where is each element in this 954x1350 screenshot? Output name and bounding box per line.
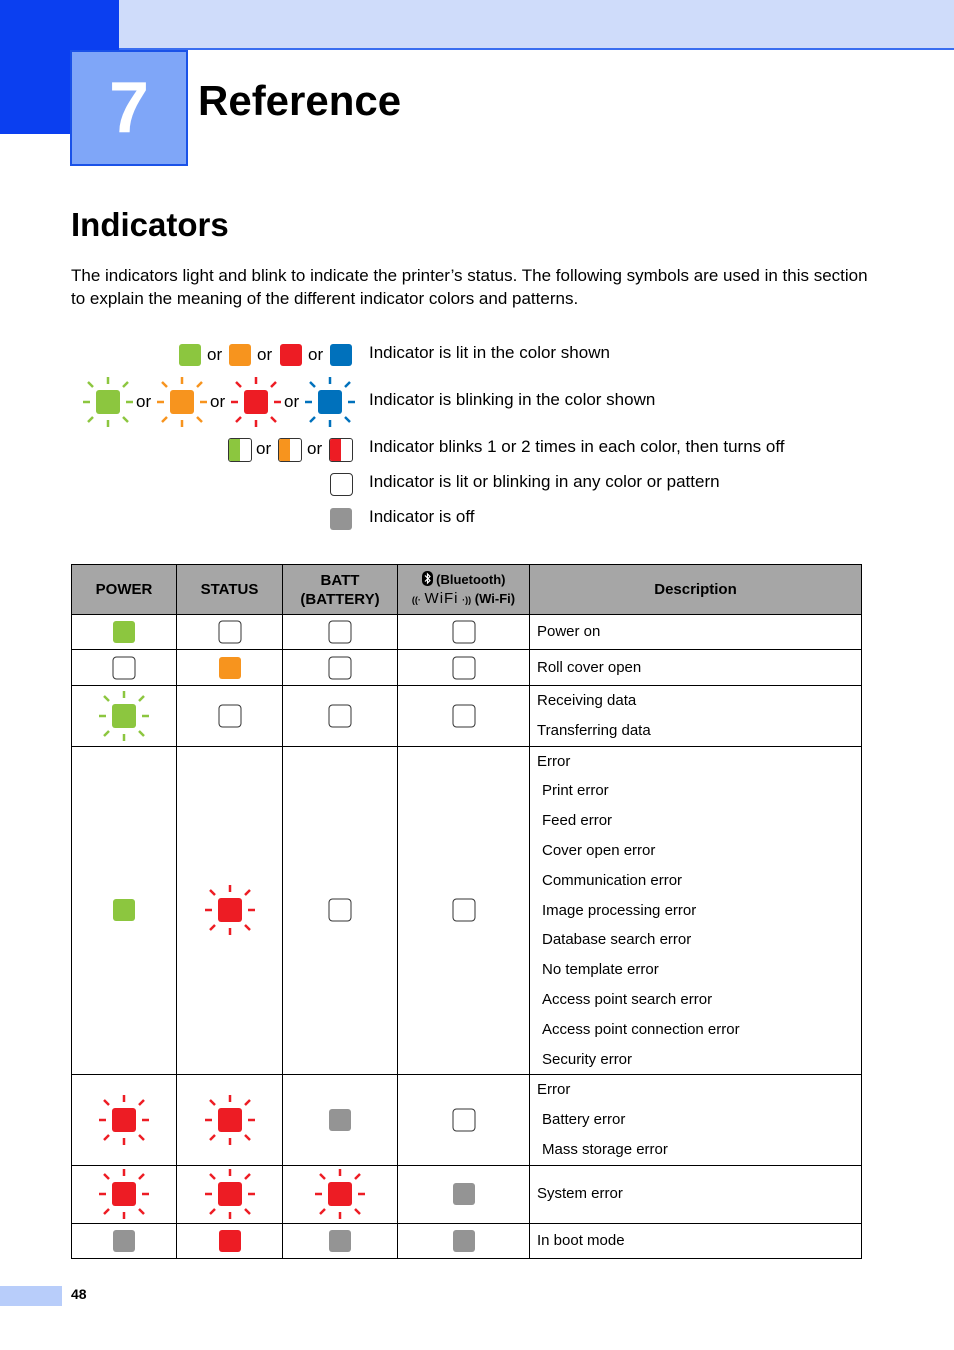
header-batt — [283, 565, 398, 615]
power-indicator — [99, 1169, 149, 1219]
wireless-cell — [398, 1075, 530, 1165]
table-row — [72, 686, 862, 747]
header-batt-line2: (BATTERY) — [300, 590, 380, 608]
power-cell — [72, 1165, 177, 1223]
off-icon — [453, 1183, 475, 1205]
off-icon — [330, 508, 352, 530]
description-line: Feed error — [542, 812, 613, 830]
description-line: Transferring data — [537, 721, 651, 739]
description-line: Access point connection error — [542, 1020, 740, 1038]
half-red-icon — [329, 438, 353, 462]
status-indicator — [219, 1230, 241, 1252]
bluetooth-label: (Bluetooth) — [436, 571, 506, 587]
blink-red-icon — [231, 377, 281, 427]
table-row — [72, 1075, 862, 1165]
intro-paragraph: The indicators light and blink to indicate the printer’s status. The following symbols are used in this section to explain the meaning of the different indicator colors and patterns. — [71, 266, 868, 308]
table-row — [72, 650, 862, 686]
table-row — [72, 615, 862, 650]
description-line: Battery error — [542, 1111, 626, 1129]
any-pattern-icon — [452, 899, 475, 922]
or-label: or — [256, 439, 272, 458]
off-icon — [329, 1109, 351, 1131]
lit-green-icon — [179, 344, 201, 366]
batt-cell — [283, 615, 398, 650]
table-body — [72, 615, 862, 1259]
description-line: Print error — [542, 782, 609, 800]
power-indicator — [113, 621, 135, 643]
wifi-label: (Wi-Fi) — [474, 590, 516, 606]
wireless-cell — [398, 615, 530, 650]
power-cell — [72, 686, 177, 747]
wireless-cell — [398, 650, 530, 686]
description-cell — [530, 1223, 862, 1258]
bluetooth-icon — [422, 571, 433, 586]
status-cell — [177, 746, 283, 1075]
legend — [0, 330, 954, 540]
batt-indicator — [329, 1230, 351, 1252]
description-line: Image processing error — [542, 901, 697, 919]
wifi-logo: WiFi — [424, 589, 459, 607]
status-cell — [177, 650, 283, 686]
blink-orange-icon — [157, 377, 207, 427]
description-cell — [530, 686, 862, 747]
status-indicator — [205, 1095, 255, 1145]
status-cell — [177, 1223, 283, 1258]
blink-red-icon — [205, 885, 255, 935]
blink-red-icon — [205, 1169, 255, 1219]
any-pattern-icon — [329, 899, 352, 922]
legend-blinks-text: Indicator blinks 1 or 2 times in each color, then turns off — [369, 437, 785, 456]
description-line: Error — [537, 1081, 571, 1099]
half-orange-icon — [278, 438, 302, 462]
or-label: or — [136, 392, 152, 411]
batt-indicator — [329, 656, 352, 679]
any-pattern-icon — [452, 1109, 475, 1132]
description-cell — [530, 615, 862, 650]
batt-indicator — [329, 899, 352, 922]
description-line: Mass storage error — [542, 1140, 668, 1158]
description-line: System error — [537, 1185, 623, 1203]
wireless-cell — [398, 1223, 530, 1258]
header-band — [0, 0, 954, 50]
batt-indicator — [329, 621, 352, 644]
blink-blue-icon — [305, 377, 355, 427]
or-label: or — [207, 345, 223, 364]
status-cell — [177, 1165, 283, 1223]
power-cell — [72, 1075, 177, 1165]
lit-green-icon — [113, 899, 135, 921]
batt-indicator — [329, 704, 352, 727]
legend-blinking-text: Indicator is blinking in the color shown — [369, 390, 656, 409]
batt-indicator — [315, 1169, 365, 1219]
power-indicator — [113, 656, 136, 679]
header-wifi — [398, 589, 529, 610]
chapter-number-box — [70, 50, 188, 166]
off-icon — [113, 1230, 135, 1252]
legend-any-text: Indicator is lit or blinking in any color or pattern — [369, 472, 720, 491]
status-indicator — [218, 704, 241, 727]
power-indicator — [113, 1230, 135, 1252]
wireless-indicator — [452, 704, 475, 727]
status-indicator — [219, 657, 241, 679]
lit-blue-icon — [330, 344, 352, 366]
wireless-cell — [398, 686, 530, 747]
table-row — [72, 1223, 862, 1258]
description-line: Security error — [542, 1050, 633, 1068]
header-description: Description — [530, 565, 862, 615]
any-pattern-icon — [329, 656, 352, 679]
blink-red-icon — [205, 1095, 255, 1145]
any-pattern-icon — [452, 656, 475, 679]
wireless-indicator — [452, 899, 475, 922]
description-line: Communication error — [542, 871, 683, 889]
description-line: Access point search error — [542, 990, 713, 1008]
power-indicator — [99, 1095, 149, 1145]
wireless-cell — [398, 746, 530, 1075]
description-line: Receiving data — [537, 692, 637, 709]
indicator-table — [71, 564, 862, 1259]
batt-cell — [283, 1165, 398, 1223]
or-label: or — [284, 392, 300, 411]
off-icon — [329, 1230, 351, 1252]
lit-orange-icon — [229, 344, 251, 366]
description-line: Roll cover open — [537, 658, 642, 676]
batt-indicator — [329, 1109, 351, 1131]
header-status: STATUS — [177, 565, 283, 615]
power-cell — [72, 1223, 177, 1258]
any-pattern-icon — [330, 473, 353, 496]
wireless-indicator — [453, 1230, 475, 1252]
table-row — [72, 1165, 862, 1223]
wireless-indicator — [453, 1183, 475, 1205]
status-indicator — [218, 621, 241, 644]
or-label: or — [210, 392, 226, 411]
chapter-title: Reference — [198, 77, 402, 124]
lit-orange-icon — [219, 657, 241, 679]
wifi-waves-left-icon: ((· — [411, 594, 421, 605]
description-line: Power on — [537, 623, 601, 641]
batt-cell — [283, 1075, 398, 1165]
or-label: or — [307, 439, 323, 458]
batt-cell — [283, 650, 398, 686]
legend-off-text: Indicator is off — [369, 507, 475, 526]
description-cell — [530, 1165, 862, 1223]
blink-green-icon — [83, 377, 133, 427]
status-cell — [177, 686, 283, 747]
legend-lit-text: Indicator is lit in the color shown — [369, 343, 610, 362]
blink-red-icon — [99, 1095, 149, 1145]
description-line: Error — [537, 752, 571, 770]
any-pattern-icon — [329, 704, 352, 727]
any-pattern-icon — [452, 621, 475, 644]
page-number: 48 — [71, 1286, 87, 1302]
status-cell — [177, 1075, 283, 1165]
lit-red-icon — [280, 344, 302, 366]
description-cell — [530, 650, 862, 686]
wireless-cell — [398, 1165, 530, 1223]
any-pattern-icon — [452, 704, 475, 727]
any-pattern-icon — [218, 621, 241, 644]
description-line: Cover open error — [542, 841, 656, 859]
header-power: POWER — [72, 565, 177, 615]
power-cell — [72, 650, 177, 686]
chapter-number: 7 — [108, 68, 150, 148]
power-cell — [72, 746, 177, 1075]
table-header-row — [72, 565, 862, 615]
any-pattern-icon — [329, 621, 352, 644]
wifi-waves-right-icon: ·)) — [462, 594, 472, 605]
description-line: Database search error — [542, 931, 692, 949]
batt-cell — [283, 1223, 398, 1258]
description-line: In boot mode — [537, 1231, 625, 1249]
half-green-icon — [228, 438, 252, 462]
description-cell — [530, 1075, 862, 1165]
status-cell — [177, 615, 283, 650]
power-indicator — [99, 691, 149, 741]
lit-green-icon — [113, 621, 135, 643]
lit-red-icon — [219, 1230, 241, 1252]
description-line: No template error — [542, 961, 659, 979]
blink-green-icon — [99, 691, 149, 741]
page-number-strip — [0, 1286, 62, 1306]
batt-cell — [283, 686, 398, 747]
table-row — [72, 746, 862, 1075]
or-label: or — [257, 345, 273, 364]
off-icon — [453, 1230, 475, 1252]
wireless-indicator — [452, 1109, 475, 1132]
wireless-indicator — [452, 621, 475, 644]
blink-red-icon — [99, 1169, 149, 1219]
power-indicator — [113, 899, 135, 921]
blink-red-icon — [315, 1169, 365, 1219]
status-indicator — [205, 885, 255, 935]
any-pattern-icon — [113, 656, 136, 679]
status-indicator — [205, 1169, 255, 1219]
batt-cell — [283, 746, 398, 1075]
power-cell — [72, 615, 177, 650]
section-heading: Indicators — [71, 206, 229, 243]
any-pattern-icon — [218, 704, 241, 727]
header-batt-line1: BATT — [320, 571, 360, 589]
or-label: or — [308, 345, 324, 364]
description-cell — [530, 746, 862, 1075]
wireless-indicator — [452, 656, 475, 679]
header-wireless — [398, 565, 530, 615]
header-bluetooth — [398, 570, 529, 589]
